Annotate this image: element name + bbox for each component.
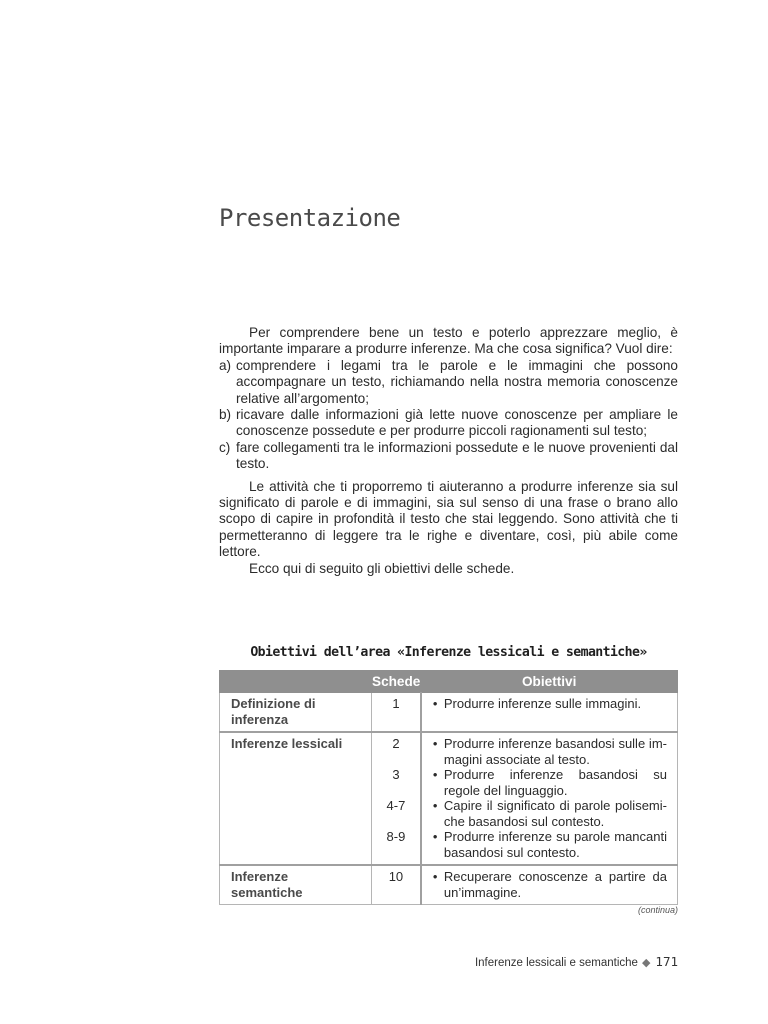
- scheda-number: 1: [392, 696, 400, 711]
- list-item-text: ricavare dalle informazioni già lette nuove conoscenze per ampliare le conoscenze possedute e per produrre piccoli ragionamenti sul testo;: [236, 407, 678, 439]
- page-title: Presentazione: [219, 204, 401, 232]
- scheda-number: 4-7: [386, 798, 406, 813]
- schede-cell: [372, 732, 421, 865]
- objective-item: • Produrre inferenze su parole mancanti basandosi sul contesto.: [433, 829, 667, 860]
- objectives-cell: [421, 693, 678, 733]
- list-marker: b): [219, 407, 232, 423]
- scheda-number: 3: [392, 767, 400, 782]
- list-item: [219, 358, 678, 407]
- page-footer: [400, 954, 678, 969]
- diamond-icon: ◆: [641, 957, 651, 969]
- header-obiettivi: Obiettivi: [421, 671, 678, 693]
- area-cell: Definizione di inferenza: [220, 693, 372, 733]
- objective-item: • Recuperare conoscenze a partire da un’immagine.: [433, 869, 667, 900]
- table-header-row: [220, 671, 678, 693]
- header-schede: Schede: [372, 671, 421, 693]
- scheda-number: 10: [388, 869, 404, 884]
- list-item: [219, 407, 678, 440]
- presentation-text: [219, 325, 678, 577]
- continued-note: (continua): [637, 905, 678, 915]
- objective-item: • Produrre inferenze basandosi sulle immagini associate al testo.: [433, 736, 667, 767]
- scheda-number: 8-9: [386, 829, 406, 844]
- inference-list: [219, 358, 678, 473]
- schede-cell: [372, 865, 421, 905]
- area-cell: Inferenze semantiche: [220, 865, 372, 905]
- page-number: 171: [655, 954, 678, 969]
- schede-cell: [372, 693, 421, 733]
- objectives-table: [219, 670, 678, 905]
- area-cell: Inferenze lessicali: [220, 732, 372, 865]
- scheda-number: 2: [392, 736, 400, 751]
- objectives-cell: [421, 732, 678, 865]
- list-marker: a): [219, 357, 232, 373]
- objective-item: • Capire il significato di parole polisemiche basandosi sul contesto.: [433, 798, 667, 829]
- table-row: [220, 693, 678, 733]
- intro-paragraph: Per comprendere bene un testo e poterlo apprezzare meglio, è importante imparare a produrre inferenze. Ma che cosa significa? Vuol dire:: [219, 325, 678, 357]
- objective-item: • Produrre inferenze basandosi su regole del linguaggio.: [433, 767, 667, 798]
- list-item-text: fare collegamenti tra le informazioni possedute e le nuove provenienti dal testo.: [236, 439, 678, 472]
- objectives-intro: Ecco qui di seguito gli obiettivi delle schede.: [249, 560, 515, 576]
- footer-section: Inferenze lessicali e semantiche: [474, 957, 638, 969]
- list-item-text: comprendere i legami tra le parole e le immagini che possono accompagnare un testo, richiamando nella nostra memoria conoscenze relative all’argomento;: [236, 357, 678, 406]
- list-item: [219, 440, 678, 473]
- table-title: Obiettivi dell’area «Inferenze lessicali e semantiche»: [250, 645, 647, 660]
- activities-paragraph: Le attività che ti proporremo ti aiuteranno a produrre inferenze sia sul significato di parole e di immagini, sia sul senso di una frase o brano allo scopo di capire in profondità il testo che stai leggendo. Sono attività che ti permetteranno di leggere tra le righe e diventare, così, più abile come lettore.: [219, 478, 678, 560]
- objectives-cell: [421, 865, 678, 905]
- table-row: [220, 865, 678, 905]
- table-row: [220, 732, 678, 865]
- list-marker: c): [219, 439, 231, 455]
- objective-item: • Produrre inferenze sulle immagini.: [433, 696, 667, 712]
- header-area: [220, 671, 372, 693]
